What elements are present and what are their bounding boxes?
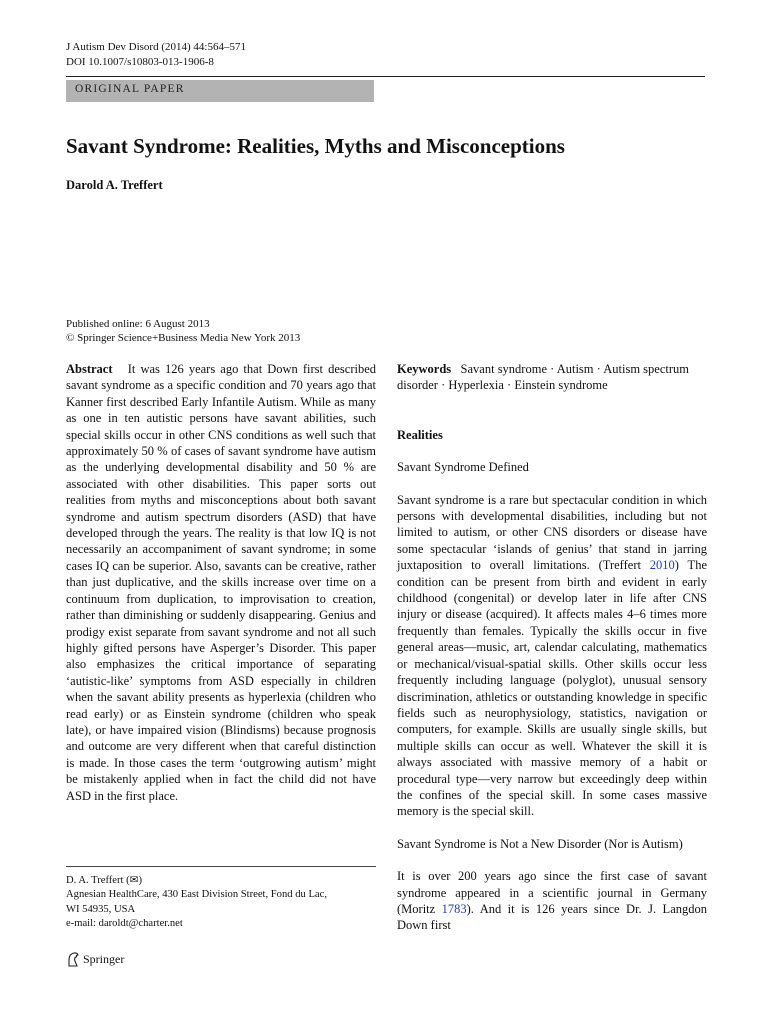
abstract xyxy=(66,361,376,804)
abstract-label: Abstract xyxy=(66,362,113,376)
footnote-address: WI 54935, USA xyxy=(66,903,136,915)
author: Darold A. Treffert xyxy=(66,178,163,192)
published-date: Published online: 6 August 2013 xyxy=(66,318,210,330)
citation-link[interactable]: 2010 xyxy=(649,558,675,573)
abstract-text: It was 126 years ago that Down first described savant syndrome as a specific condition and 70 years ago that Kanner first described Early Infantile Autism. While as many as one in ten autistic persons have savant abilities, such special skills occur in other CNS conditions as well such that approximately 50 % of cases of savant syndrome have autism as the underlying developmental disability and 50 % are associated with other disabilities. This paper sorts out realities from myths and misconceptions about both savant syndrome and autism spectrum disorders (ASD) that have developed through the years. The reality is that low IQ is not necessarily an accompaniment of savant syndrome; in some cases IQ can be superior. Also, savants can be creative, rather than just duplicative, and the skills increase over time on a continuum from duplication, to improvisation to creation, rather than diminishing or suddenly disappearing. Genius and prodigy exist separate from savant syndrome and not all such highly gifted persons have Asperger’s Disorder. This paper also emphasizes the critical importance of separating ‘autistic-like’ symptoms from ASD especially in children when the savant ability presents as hyperlexia (children who read early) or as Einstein syndrome (children who speak late), or have impaired vision (Blindisms) because prognosis and outcome are very different when that careful distinction is made. In those cases the term ‘outgrowing autism’ might be mistakenly applied when in fact the child did not have ASD in the first place. xyxy=(66,362,376,803)
publication-info xyxy=(66,317,300,345)
left-column xyxy=(66,361,376,804)
paper-title: Savant Syndrome: Realities, Myths and Misconceptions xyxy=(66,134,565,158)
publisher-name: Springer xyxy=(83,951,125,966)
footnote-affiliation: Agnesian HealthCare, 430 East Division Street, Fond du Lac, xyxy=(66,889,327,901)
journal-reference: J Autism Dev Disord (2014) 44:564–571 xyxy=(66,41,246,53)
subsection-heading: Savant Syndrome Defined xyxy=(397,460,529,475)
publisher-logo xyxy=(66,951,124,967)
springer-horse-icon xyxy=(66,951,80,967)
keywords xyxy=(397,361,707,394)
footnote-email: e-mail: daroldt@charter.net xyxy=(66,918,183,930)
body-paragraph: It is over 200 years ago since the first case of savant syndrome appeared in a scientific journal in Germany (Moritz 1783). And it is 126 years since Dr. J. Langdon Down first xyxy=(397,869,707,933)
footnote-rule xyxy=(66,866,376,867)
author-footnote xyxy=(66,874,327,932)
keywords-label: Keywords xyxy=(397,362,452,376)
copyright: © Springer Science+Business Media New York 2013 xyxy=(66,332,301,344)
section-heading: Realities xyxy=(397,427,443,442)
body-paragraph: Savant syndrome is a rare but spectacular condition in which persons with developmental disabilities, including but not limited to autism, or other CNS disorders or disease have some spectacular ‘islands of genius’ that stand in jarring juxtaposition to overall limitations. (Treffert 2010) The condition can be present from birth and evident in early childhood (congenital) or develop later in life after CNS injury or disease (acquired). It affects males 4–6 times more frequently than females. Typically the skills occur in five general areas—music, art, calendar calculating, mathematics or mechanical/visual-spatial skills. Other skills occur less frequently including language (polyglot), unusual sensory discrimination, athletics or outstanding knowledge in specific fields such as neurophysiology, statistics, navigation or computers, for example. Skills are usually single skills, but multiple skills can occur as well. Whatever the skill it is always associated with massive memory of a habit or procedural type—very narrow but exceedingly deep within the confines of the special skill. In some cases massive memory is the special skill. xyxy=(397,492,707,819)
right-column xyxy=(397,361,707,934)
doi: DOI 10.1007/s10803-013-1906-8 xyxy=(66,56,214,68)
header-rule xyxy=(66,76,705,77)
citation-link[interactable]: 1783 xyxy=(441,901,467,916)
footnote-name: D. A. Treffert (✉) xyxy=(66,875,143,886)
keywords-text: Savant syndrome · Autism · Autism spectrum disorder · Hyperlexia · Einstein syndrome xyxy=(397,362,690,393)
article-type-band xyxy=(66,80,374,102)
subsection-heading: Savant Syndrome is Not a New Disorder (Nor is Autism) xyxy=(397,836,683,851)
article-type: ORIGINAL PAPER xyxy=(75,83,185,95)
journal-header xyxy=(66,40,246,70)
